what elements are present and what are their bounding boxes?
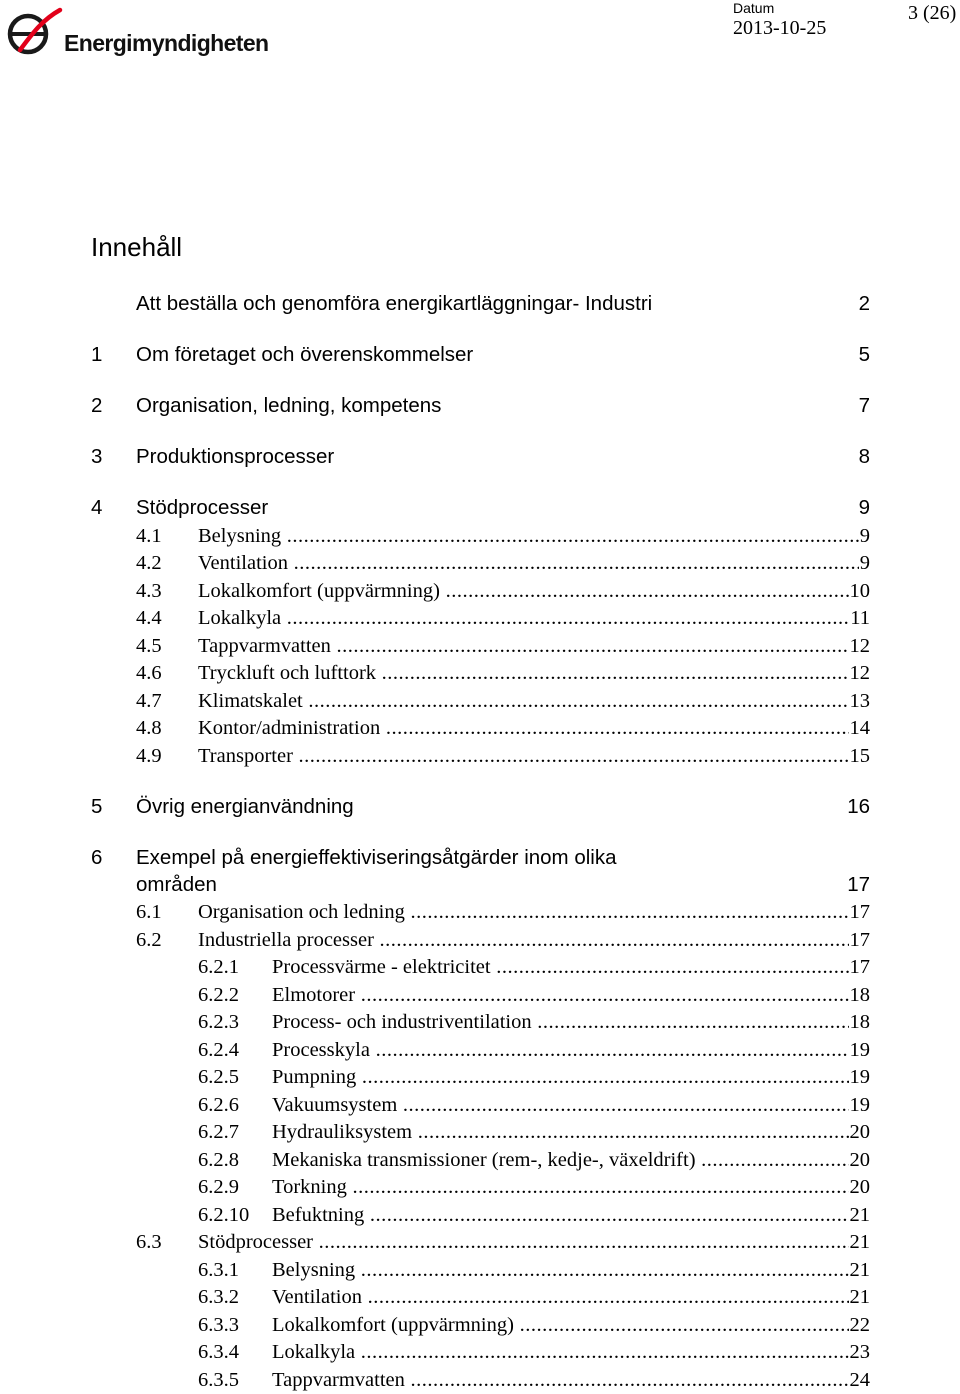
toc-entry[interactable] xyxy=(136,899,870,926)
toc-entry-page: 13 xyxy=(849,690,870,712)
toc-entry-title: Kontor/administration ..... xyxy=(198,717,849,739)
toc-entry-number: 4 xyxy=(91,496,103,519)
toc-entry-number: 6.3.4 xyxy=(198,1341,239,1363)
toc-entry-page: 2 xyxy=(858,292,870,315)
toc-entry-number: 4.8 xyxy=(136,717,162,739)
toc-entry-page: 24 xyxy=(849,1369,870,1391)
toc-entry[interactable] xyxy=(198,1202,870,1229)
toc-entry-title: Vakuumsystem ..... xyxy=(272,1094,849,1116)
toc-entry[interactable] xyxy=(136,715,870,742)
toc-entry-page: 12 xyxy=(849,635,870,657)
toc-entry-leader xyxy=(198,715,849,742)
toc-entry-leader xyxy=(272,1257,849,1284)
toc-entry-number: 4.2 xyxy=(136,552,162,574)
toc-entry-title: Stödprocesser xyxy=(136,496,269,519)
toc-entry-leader xyxy=(272,1339,849,1366)
toc-entry-number: 5 xyxy=(91,795,103,818)
toc-entry-number: 4.5 xyxy=(136,635,162,657)
toc-entry[interactable] xyxy=(91,392,870,419)
toc-entry-number: 4.1 xyxy=(136,525,162,547)
toc-entry-title: Belysning ..... xyxy=(272,1259,849,1281)
toc-entry[interactable] xyxy=(136,633,870,660)
toc-entry[interactable] xyxy=(136,578,870,605)
logo-mark-icon xyxy=(6,4,66,60)
toc-entry-number: 6.3 xyxy=(136,1231,162,1253)
toc-entry-title: Om företaget och överenskommelser xyxy=(136,343,474,366)
toc-entry[interactable] xyxy=(136,1229,870,1256)
toc-entry[interactable] xyxy=(136,927,870,954)
toc-entry-number: 6.2.5 xyxy=(198,1066,239,1088)
toc-entry[interactable] xyxy=(136,605,870,632)
toc-entry-title: Processkyla ..... xyxy=(272,1039,849,1061)
toc-entry[interactable] xyxy=(198,1367,870,1394)
toc-entry-title: Lokalkomfort (uppvärmning) ..... xyxy=(272,1314,849,1336)
toc-entry-page: 10 xyxy=(849,580,870,602)
toc-entry-title: Exempel på energieffektiviseringsåtgärder inom olika områden xyxy=(136,846,617,896)
toc-entry-number: 3 xyxy=(91,445,103,468)
toc-entry-leader xyxy=(198,1229,849,1256)
toc-entry-number: 1 xyxy=(91,343,103,366)
toc-entry-page: 18 xyxy=(849,1011,870,1033)
toc-entry[interactable] xyxy=(91,443,870,470)
toc-entry[interactable] xyxy=(91,793,870,820)
toc-entry-number: 4.6 xyxy=(136,662,162,684)
toc-entry[interactable] xyxy=(136,523,870,550)
date-label: Datum xyxy=(733,0,775,16)
toc-entry-number: 6.2.3 xyxy=(198,1011,239,1033)
toc-entry-leader xyxy=(272,1202,849,1229)
toc-entry-title: Processvärme - elektricitet ..... xyxy=(272,956,849,978)
toc-entry-leader xyxy=(272,954,849,981)
toc-entry-leader xyxy=(272,1312,849,1339)
toc-entry-number: 4.9 xyxy=(136,745,162,767)
toc-entry-page: 20 xyxy=(849,1149,870,1171)
toc-entry-title: Tappvarmvatten ..... xyxy=(198,635,849,657)
toc-entry-leader xyxy=(198,523,859,550)
toc-entry[interactable] xyxy=(91,844,870,898)
toc-entry-number: 6.2.2 xyxy=(198,984,239,1006)
toc-entry-leader xyxy=(198,633,849,660)
toc-entry-title: Tappvarmvatten ..... xyxy=(272,1369,849,1391)
toc-entry[interactable] xyxy=(136,660,870,687)
toc-entry[interactable] xyxy=(198,1092,870,1119)
toc-entry-title: Process- och industriventilation ..... xyxy=(272,1011,849,1033)
toc-entry-page: 17 xyxy=(847,873,870,896)
page-number: 3 (26) xyxy=(908,2,957,24)
toc-entry-title: Övrig energianvändning xyxy=(136,795,354,818)
toc-entry-number: 4.7 xyxy=(136,690,162,712)
toc-entry-page: 15 xyxy=(849,745,870,767)
toc-entry[interactable] xyxy=(198,1284,870,1311)
toc-entry-leader xyxy=(272,1284,849,1311)
toc-entry-title: Organisation, ledning, kompetens xyxy=(136,394,442,417)
toc-entry-title: Elmotorer ..... xyxy=(272,984,849,1006)
toc-entry-page: 17 xyxy=(849,901,870,923)
toc-entry-number: 6.2.8 xyxy=(198,1149,239,1171)
toc-entry-leader xyxy=(198,899,849,926)
toc-entry[interactable] xyxy=(136,688,870,715)
toc-entry-leader xyxy=(272,1147,849,1174)
toc-entry-page: 19 xyxy=(849,1066,870,1088)
toc-entry[interactable] xyxy=(198,982,870,1009)
toc-entry-leader xyxy=(272,1174,849,1201)
toc-entry-leader xyxy=(198,743,849,770)
toc-entry-page: 20 xyxy=(849,1176,870,1198)
toc-entry[interactable] xyxy=(136,743,870,770)
toc-entry[interactable] xyxy=(198,1009,870,1036)
toc-entry-number: 6.2.9 xyxy=(198,1176,239,1198)
toc-entry-title: Transporter ..... xyxy=(198,745,849,767)
toc-entry-leader xyxy=(198,688,849,715)
toc-entry[interactable] xyxy=(198,1147,870,1174)
toc-entry-leader xyxy=(198,605,849,632)
toc-entry[interactable] xyxy=(91,341,870,368)
toc-entry-page: 18 xyxy=(849,984,870,1006)
toc-entry-page: 16 xyxy=(847,795,870,818)
toc-entry[interactable] xyxy=(198,1312,870,1339)
toc-entry-leader xyxy=(198,927,849,954)
toc-entry-leader xyxy=(272,1119,849,1146)
toc-entry-title: Industriella processer ..... xyxy=(198,929,849,951)
toc-entry-title: Ventilation ..... xyxy=(198,552,859,574)
toc-entry-title: Produktionsprocesser xyxy=(136,445,335,468)
toc-entry[interactable] xyxy=(198,1064,870,1091)
toc-entry-number: 6.3.2 xyxy=(198,1286,239,1308)
toc-entry-page: 7 xyxy=(858,394,870,417)
toc-entry-page: 8 xyxy=(858,445,870,468)
logo-wordmark: Energimyndigheten xyxy=(64,30,269,56)
toc-entry-page: 23 xyxy=(849,1341,870,1363)
toc-entry-title: Organisation och ledning ..... xyxy=(198,901,849,923)
toc-entry-page: 21 xyxy=(849,1259,870,1281)
toc-entry-title: Mekaniska transmissioner (rem-, kedje-, växeldrift) ..... xyxy=(272,1149,849,1171)
toc-entry-title: Torkning ..... xyxy=(272,1176,849,1198)
toc-entry-title: Lokalkyla ..... xyxy=(272,1341,849,1363)
toc-entry-page: 14 xyxy=(849,717,870,739)
energimyndigheten-logo xyxy=(6,4,269,60)
toc-entry-number: 6.2.1 xyxy=(198,956,239,978)
toc-entry-title: Lokalkomfort (uppvärmning) ..... xyxy=(198,580,849,602)
toc-entry-page: 11 xyxy=(850,607,870,629)
date-value: 2013-10-25 xyxy=(733,17,827,39)
toc-entry-number: 6.3.1 xyxy=(198,1259,239,1281)
toc-entry-number: 6.3.3 xyxy=(198,1314,239,1336)
toc-entry[interactable] xyxy=(198,1174,870,1201)
toc-entry-title: Klimatskalet ..... xyxy=(198,690,849,712)
toc-entry-page: 9 xyxy=(858,496,870,519)
toc-entry-number: 6.2.10 xyxy=(198,1204,250,1226)
toc-entry-leader xyxy=(272,982,849,1009)
toc-entry-title: Lokalkyla ..... xyxy=(198,607,849,629)
toc-entry-leader xyxy=(198,550,859,577)
toc-entry-leader xyxy=(272,1092,849,1119)
toc-entry[interactable] xyxy=(198,954,870,981)
toc-entry-title: Att beställa och genomföra energikartläggningar- Industri xyxy=(136,292,653,315)
toc-entry-number: 6 xyxy=(91,846,103,869)
toc-entry[interactable] xyxy=(198,1119,870,1146)
toc-entry-page: 5 xyxy=(858,343,870,366)
toc-entry-page: 17 xyxy=(849,956,870,978)
toc-entry[interactable] xyxy=(136,550,870,577)
toc-entry-leader xyxy=(198,660,849,687)
toc-entry-page: 9 xyxy=(859,525,870,547)
toc-entry-title: Ventilation ..... xyxy=(272,1286,849,1308)
toc-entry-leader xyxy=(272,1064,849,1091)
toc-entry-page: 21 xyxy=(849,1286,870,1308)
toc-entry-number: 4.4 xyxy=(136,607,162,629)
toc-entry-number: 6.2.7 xyxy=(198,1121,239,1143)
toc-entry-number: 2 xyxy=(91,394,103,417)
toc-heading: Innehåll xyxy=(91,232,183,262)
toc-entry-number: 4.3 xyxy=(136,580,162,602)
toc-entry-number: 6.2 xyxy=(136,929,162,951)
toc-entry-leader xyxy=(272,1009,849,1036)
toc-entry-page: 9 xyxy=(859,552,870,574)
toc-entry-leader xyxy=(198,578,849,605)
toc-entry-number: 6.3.5 xyxy=(198,1369,239,1391)
toc-entry-leader xyxy=(272,1037,849,1064)
toc-entry-page: 19 xyxy=(849,1094,870,1116)
toc-entry-page: 21 xyxy=(849,1204,870,1226)
toc-entry-page: 19 xyxy=(849,1039,870,1061)
toc-entry-page: 21 xyxy=(849,1231,870,1253)
toc-entry-page: 22 xyxy=(849,1314,870,1336)
toc-entry-leader xyxy=(272,1367,849,1394)
toc-entry-number: 6.2.4 xyxy=(198,1039,239,1061)
toc-entry-title: Tryckluft och lufttork ..... xyxy=(198,662,849,684)
toc-entry-page: 12 xyxy=(849,662,870,684)
toc-entry-number: 6.1 xyxy=(136,901,162,923)
toc-entry[interactable] xyxy=(198,1257,870,1284)
toc-entry-page: 20 xyxy=(849,1121,870,1143)
toc-entry[interactable] xyxy=(198,1339,870,1366)
toc-entry[interactable] xyxy=(198,1037,870,1064)
toc-entry-title: Hydrauliksystem ..... xyxy=(272,1121,849,1143)
toc-entry-title: Belysning ..... xyxy=(198,525,859,547)
toc-entry[interactable] xyxy=(91,290,870,317)
toc-entry-title: Befuktning ..... xyxy=(272,1204,849,1226)
toc-entry-number: 6.2.6 xyxy=(198,1094,239,1116)
toc-entry-page: 17 xyxy=(849,929,870,951)
toc-entry[interactable] xyxy=(91,494,870,521)
toc-entry-title: Stödprocesser ..... xyxy=(198,1231,849,1253)
toc-entry-title: Pumpning ..... xyxy=(272,1066,849,1088)
